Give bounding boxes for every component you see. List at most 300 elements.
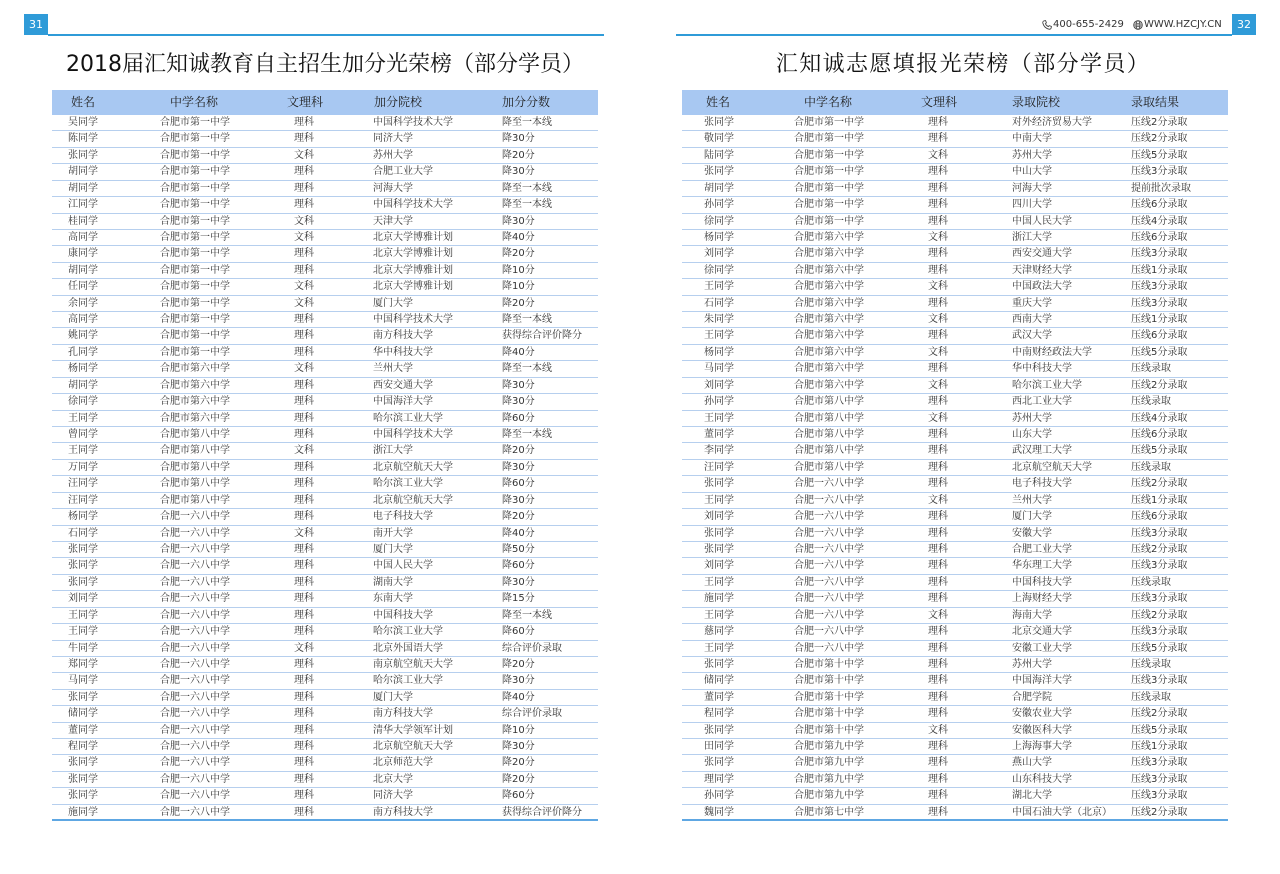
table-row [682, 526, 1228, 542]
university-cell: 浙江大学 [1012, 231, 1052, 243]
table-row [682, 197, 1228, 213]
university-cell: 中国人民大学 [1012, 215, 1072, 227]
admission-result-cell: 压线录取 [1131, 396, 1171, 408]
student-name-cell: 张同学 [68, 560, 98, 572]
track-cell: 理科 [928, 806, 948, 818]
admission-result-cell: 压线6分录取 [1131, 429, 1188, 441]
university-cell: 清华大学领军计划 [373, 724, 453, 736]
university-cell: 电子科技大学 [373, 511, 433, 523]
university-cell: 天津大学 [373, 215, 413, 227]
student-name-cell: 慈同学 [704, 626, 734, 638]
school-name-cell: 合肥市第八中学 [794, 461, 864, 473]
school-name-cell: 合肥市第九中学 [794, 773, 864, 785]
table-row [682, 755, 1228, 771]
table-row [682, 230, 1228, 246]
bonus-points-cell: 降至一本线 [502, 182, 552, 194]
student-name-cell: 张同学 [704, 658, 734, 670]
school-name-cell: 合肥一六八中学 [794, 560, 864, 572]
school-name-cell: 合肥市第一中学 [794, 182, 864, 194]
school-name-cell: 合肥市第一中学 [160, 117, 230, 128]
university-cell: 北京航空航天大学 [373, 494, 453, 506]
table-row [682, 279, 1228, 295]
school-name-cell: 合肥市第一中学 [160, 182, 230, 194]
table-row [682, 706, 1228, 722]
university-cell: 哈尔滨工业大学 [373, 478, 443, 490]
bonus-points-cell: 降60分 [502, 412, 535, 424]
track-cell: 理科 [928, 691, 948, 703]
table-row [52, 476, 598, 492]
track-cell: 理科 [294, 511, 314, 523]
track-cell: 理科 [294, 412, 314, 424]
bonus-points-cell: 降20分 [502, 757, 535, 769]
admission-result-cell: 压线4分录取 [1131, 215, 1188, 227]
bonus-points-cell: 降20分 [502, 658, 535, 670]
track-cell: 理科 [928, 429, 948, 441]
admission-result-cell: 压线3分录取 [1131, 297, 1188, 309]
university-cell: 对外经济贸易大学 [1012, 117, 1092, 128]
admission-result-cell: 提前批次录取 [1131, 182, 1191, 194]
bonus-points-cell: 降20分 [502, 297, 535, 309]
bonus-points-cell: 降40分 [502, 691, 535, 703]
school-name-cell: 合肥市第一中学 [160, 133, 230, 145]
admission-result-cell: 压线1分录取 [1131, 494, 1188, 506]
page-title-left: 2018届汇知诚教育自主招生加分光荣榜（部分学员） [66, 52, 584, 77]
student-name-cell: 张同学 [68, 543, 98, 555]
student-name-cell: 施同学 [68, 806, 98, 818]
university-cell: 厦门大学 [373, 297, 413, 309]
admission-result-cell: 压线5分录取 [1131, 724, 1188, 736]
track-cell: 理科 [928, 461, 948, 473]
track-cell: 理科 [294, 626, 314, 638]
track-cell: 理科 [294, 379, 314, 391]
table-row [682, 608, 1228, 624]
school-name-cell: 合肥市第七中学 [794, 806, 864, 818]
track-cell: 理科 [928, 576, 948, 588]
university-cell: 中国科学技术大学 [373, 314, 453, 326]
track-cell: 文科 [294, 445, 314, 457]
track-cell: 理科 [928, 543, 948, 555]
student-name-cell: 程同学 [68, 741, 98, 753]
school-name-cell: 合肥一六八中学 [794, 527, 864, 539]
student-name-cell: 江同学 [68, 199, 98, 211]
university-cell: 西安交通大学 [373, 379, 433, 391]
university-cell: 厦门大学 [1012, 511, 1052, 523]
student-name-cell: 孙同学 [704, 199, 734, 211]
track-cell: 文科 [928, 346, 948, 358]
table-row [52, 148, 598, 164]
school-name-cell: 合肥一六八中学 [160, 675, 230, 687]
bonus-points-cell: 降20分 [502, 511, 535, 523]
table-row [52, 378, 598, 394]
school-name-cell: 合肥市第八中学 [160, 494, 230, 506]
school-name-cell: 合肥市第六中学 [794, 231, 864, 243]
bonus-points-cell: 降30分 [502, 576, 535, 588]
track-cell: 文科 [294, 527, 314, 539]
track-cell: 文科 [928, 609, 948, 621]
school-name-cell: 合肥市第六中学 [160, 379, 230, 391]
student-name-cell: 王同学 [704, 412, 734, 424]
track-cell: 理科 [294, 790, 314, 802]
table-row [52, 411, 598, 427]
table-row [52, 427, 598, 443]
globe-icon [1133, 20, 1143, 30]
table-row [682, 673, 1228, 689]
school-name-cell: 合肥一六八中学 [794, 576, 864, 588]
table-row [682, 328, 1228, 344]
admission-result-cell: 压线1分录取 [1131, 741, 1188, 753]
track-cell: 理科 [928, 199, 948, 211]
school-name-cell: 合肥一六八中学 [160, 642, 230, 654]
university-cell: 北京大学博雅计划 [373, 281, 453, 293]
track-cell: 理科 [928, 215, 948, 227]
university-cell: 安徽工业大学 [1012, 642, 1072, 654]
table-row [52, 608, 598, 624]
table-row [682, 805, 1228, 821]
track-cell: 理科 [928, 675, 948, 687]
student-name-cell: 刘同学 [704, 511, 734, 523]
school-name-cell: 合肥市第九中学 [794, 757, 864, 769]
column-header-track: 文理科 [287, 95, 324, 109]
bonus-points-cell: 降40分 [502, 231, 535, 243]
admission-result-cell: 压线3分录取 [1131, 527, 1188, 539]
university-cell: 中国海洋大学 [373, 396, 433, 408]
track-cell: 文科 [928, 314, 948, 326]
student-name-cell: 张同学 [704, 757, 734, 769]
student-name-cell: 理同学 [704, 773, 734, 785]
column-header-name: 姓名 [71, 95, 96, 109]
track-cell: 理科 [928, 330, 948, 342]
track-cell: 理科 [928, 264, 948, 276]
student-name-cell: 李同学 [704, 445, 734, 457]
school-name-cell: 合肥一六八中学 [160, 806, 230, 818]
student-name-cell: 曾同学 [68, 429, 98, 441]
table-row [52, 788, 598, 804]
university-cell: 武汉理工大学 [1012, 445, 1072, 457]
table-row [682, 723, 1228, 739]
student-name-cell: 胡同学 [68, 264, 98, 276]
school-name-cell: 合肥一六八中学 [160, 790, 230, 802]
admission-result-cell: 压线2分录取 [1131, 609, 1188, 621]
column-header-school: 中学名称 [170, 95, 219, 109]
university-cell: 东南大学 [373, 593, 413, 605]
school-name-cell: 合肥市第一中学 [160, 330, 230, 342]
student-name-cell: 张同学 [68, 576, 98, 588]
table-row [52, 575, 598, 591]
track-cell: 理科 [928, 658, 948, 670]
bonus-points-cell: 降10分 [502, 281, 535, 293]
admission-result-cell: 压线3分录取 [1131, 281, 1188, 293]
track-cell: 理科 [294, 609, 314, 621]
table-row [682, 263, 1228, 279]
school-name-cell: 合肥市第八中学 [160, 429, 230, 441]
header-rule-left [48, 34, 604, 36]
school-name-cell: 合肥市第一中学 [160, 346, 230, 358]
school-name-cell: 合肥市第一中学 [160, 215, 230, 227]
student-name-cell: 陈同学 [68, 133, 98, 145]
table-row [52, 460, 598, 476]
university-cell: 北京航空航天大学 [373, 461, 453, 473]
school-name-cell: 合肥一六八中学 [160, 511, 230, 523]
student-name-cell: 朱同学 [704, 314, 734, 326]
student-name-cell: 刘同学 [704, 248, 734, 260]
column-header-track: 文理科 [921, 95, 958, 109]
school-name-cell: 合肥市第十中学 [794, 708, 864, 720]
university-cell: 哈尔滨工业大学 [373, 412, 443, 424]
track-cell: 理科 [294, 560, 314, 572]
table-row [682, 361, 1228, 377]
school-name-cell: 合肥一六八中学 [794, 593, 864, 605]
table-row [682, 131, 1228, 147]
website-url: WWW.HZCJY.CN [1144, 19, 1222, 30]
table-row [682, 378, 1228, 394]
university-cell: 苏州大学 [373, 149, 413, 161]
student-name-cell: 张同学 [68, 149, 98, 161]
table-row [682, 575, 1228, 591]
school-name-cell: 合肥市第六中学 [794, 346, 864, 358]
university-cell: 同济大学 [373, 133, 413, 145]
student-name-cell: 刘同学 [704, 560, 734, 572]
university-cell: 合肥工业大学 [1012, 543, 1072, 555]
bonus-points-cell: 降至一本线 [502, 429, 552, 441]
track-cell: 文科 [294, 215, 314, 227]
university-cell: 南方科技大学 [373, 708, 433, 720]
student-name-cell: 刘同学 [68, 593, 98, 605]
university-cell: 北京师范大学 [373, 757, 433, 769]
table-row [52, 673, 598, 689]
student-name-cell: 徐同学 [704, 215, 734, 227]
school-name-cell: 合肥市第一中学 [160, 149, 230, 161]
university-cell: 兰州大学 [373, 363, 413, 375]
phone-contact [1042, 18, 1126, 32]
school-name-cell: 合肥一六八中学 [160, 741, 230, 753]
university-cell: 西安交通大学 [1012, 248, 1072, 260]
university-cell: 南开大学 [373, 527, 413, 539]
school-name-cell: 合肥市第一中学 [794, 166, 864, 178]
bonus-points-cell: 降30分 [502, 379, 535, 391]
page-number-left: 31 [24, 14, 48, 35]
bonus-points-cell: 降20分 [502, 248, 535, 260]
table-row [52, 591, 598, 607]
university-cell: 中国科学技术大学 [373, 117, 453, 128]
bonus-points-cell: 降60分 [502, 790, 535, 802]
bonus-points-cell: 降至一本线 [502, 363, 552, 375]
university-cell: 中国科技大学 [373, 609, 433, 621]
table-row [52, 739, 598, 755]
university-cell: 苏州大学 [1012, 658, 1052, 670]
student-name-cell: 胡同学 [704, 182, 734, 194]
student-name-cell: 王同学 [68, 412, 98, 424]
track-cell: 理科 [294, 117, 314, 128]
track-cell: 理科 [928, 511, 948, 523]
school-name-cell: 合肥一六八中学 [794, 626, 864, 638]
admission-result-cell: 压线2分录取 [1131, 133, 1188, 145]
admission-result-cell: 压线4分录取 [1131, 412, 1188, 424]
school-name-cell: 合肥一六八中学 [794, 642, 864, 654]
track-cell: 文科 [928, 281, 948, 293]
table-row [682, 460, 1228, 476]
admission-result-cell: 压线3分录取 [1131, 593, 1188, 605]
school-name-cell: 合肥一六八中学 [160, 708, 230, 720]
student-name-cell: 张同学 [704, 166, 734, 178]
university-cell: 厦门大学 [373, 543, 413, 555]
bonus-points-cell: 降40分 [502, 527, 535, 539]
track-cell: 理科 [294, 182, 314, 194]
bonus-points-cell: 降20分 [502, 445, 535, 457]
track-cell: 理科 [294, 724, 314, 736]
admission-result-cell: 压线3分录取 [1131, 166, 1188, 178]
track-cell: 理科 [294, 199, 314, 211]
table-row [682, 657, 1228, 673]
student-name-cell: 田同学 [704, 741, 734, 753]
table-row [682, 148, 1228, 164]
school-name-cell: 合肥市第十中学 [794, 658, 864, 670]
student-name-cell: 汪同学 [68, 478, 98, 490]
bonus-points-cell: 降15分 [502, 593, 535, 605]
admission-result-cell: 压线录取 [1131, 691, 1171, 703]
university-cell: 厦门大学 [373, 691, 413, 703]
school-name-cell: 合肥市第一中学 [160, 281, 230, 293]
student-name-cell: 徐同学 [704, 264, 734, 276]
admission-result-cell: 压线录取 [1131, 658, 1171, 670]
student-name-cell: 胡同学 [68, 182, 98, 194]
student-name-cell: 万同学 [68, 461, 98, 473]
student-name-cell: 王同学 [704, 494, 734, 506]
school-name-cell: 合肥市第八中学 [160, 445, 230, 457]
track-cell: 理科 [928, 396, 948, 408]
track-cell: 理科 [928, 527, 948, 539]
student-name-cell: 余同学 [68, 297, 98, 309]
track-cell: 文科 [294, 363, 314, 375]
university-cell: 苏州大学 [1012, 149, 1052, 161]
track-cell: 理科 [294, 396, 314, 408]
website-contact [1133, 18, 1229, 32]
school-name-cell: 合肥一六八中学 [160, 560, 230, 572]
university-cell: 湖北大学 [1012, 790, 1052, 802]
student-name-cell: 敬同学 [704, 133, 734, 145]
university-cell: 上海海事大学 [1012, 741, 1072, 753]
column-header-school: 中学名称 [804, 95, 853, 109]
track-cell: 理科 [294, 133, 314, 145]
school-name-cell: 合肥一六八中学 [160, 757, 230, 769]
column-header-bonus: 加分分数 [502, 95, 551, 109]
admission-result-cell: 压线3分录取 [1131, 757, 1188, 769]
track-cell: 文科 [928, 231, 948, 243]
school-name-cell: 合肥市第一中学 [794, 149, 864, 161]
admission-result-cell: 压线6分录取 [1131, 511, 1188, 523]
track-cell: 理科 [928, 593, 948, 605]
track-cell: 理科 [294, 543, 314, 555]
table-row [52, 755, 598, 771]
university-cell: 哈尔滨工业大学 [373, 626, 443, 638]
page-title-right: 汇知诚志愿填报光荣榜（部分学员） [775, 52, 1151, 77]
university-cell: 重庆大学 [1012, 297, 1052, 309]
student-name-cell: 姚同学 [68, 330, 98, 342]
track-cell: 理科 [928, 708, 948, 720]
school-name-cell: 合肥市第九中学 [794, 790, 864, 802]
admission-result-cell: 压线录取 [1131, 576, 1171, 588]
table-row [682, 476, 1228, 492]
student-name-cell: 王同学 [68, 609, 98, 621]
phone-icon [1042, 20, 1052, 30]
school-name-cell: 合肥一六八中学 [160, 543, 230, 555]
table-row [682, 558, 1228, 574]
column-header-name: 姓名 [706, 95, 731, 109]
student-name-cell: 张同学 [68, 757, 98, 769]
bonus-points-cell: 降30分 [502, 675, 535, 687]
university-cell: 西北工业大学 [1012, 396, 1072, 408]
student-name-cell: 杨同学 [68, 363, 98, 375]
track-cell: 理科 [294, 346, 314, 358]
table-row [682, 312, 1228, 328]
student-name-cell: 桂同学 [68, 215, 98, 227]
table-row [682, 296, 1228, 312]
table-row [682, 246, 1228, 262]
university-cell: 中国科学技术大学 [373, 199, 453, 211]
table-row [52, 181, 598, 197]
student-name-cell: 郑同学 [68, 658, 98, 670]
table-header-row [52, 90, 598, 115]
bonus-points-cell: 降50分 [502, 543, 535, 555]
school-name-cell: 合肥一六八中学 [160, 724, 230, 736]
bonus-points-cell: 降20分 [502, 149, 535, 161]
university-cell: 北京大学博雅计划 [373, 248, 453, 260]
school-name-cell: 合肥市第八中学 [794, 412, 864, 424]
table-row [52, 690, 598, 706]
admission-result-cell: 压线5分录取 [1131, 149, 1188, 161]
university-cell: 合肥学院 [1012, 691, 1052, 703]
track-cell: 理科 [928, 248, 948, 260]
school-name-cell: 合肥市第六中学 [794, 314, 864, 326]
student-name-cell: 王同学 [68, 626, 98, 638]
bonus-points-cell: 降30分 [502, 215, 535, 227]
track-cell: 理科 [294, 691, 314, 703]
bonus-points-cell: 降30分 [502, 396, 535, 408]
table-row [682, 690, 1228, 706]
school-name-cell: 合肥市第十中学 [794, 691, 864, 703]
track-cell: 理科 [928, 642, 948, 654]
admission-result-cell: 压线5分录取 [1131, 445, 1188, 457]
table-row [52, 197, 598, 213]
table-row [682, 214, 1228, 230]
track-cell: 理科 [294, 593, 314, 605]
track-cell: 文科 [294, 297, 314, 309]
university-cell: 北京大学博雅计划 [373, 264, 453, 276]
university-cell: 中山大学 [1012, 166, 1052, 178]
bonus-points-cell: 降30分 [502, 461, 535, 473]
university-cell: 电子科技大学 [1012, 478, 1072, 490]
header-rule-right [676, 34, 1232, 36]
bonus-points-cell: 降至一本线 [502, 117, 552, 128]
school-name-cell: 合肥市第八中学 [794, 429, 864, 441]
admission-result-cell: 压线2分录取 [1131, 543, 1188, 555]
school-name-cell: 合肥一六八中学 [160, 527, 230, 539]
bonus-points-cell: 降20分 [502, 773, 535, 785]
student-name-cell: 高同学 [68, 231, 98, 243]
university-cell: 华中科技大学 [1012, 363, 1072, 375]
admission-result-cell: 压线2分录取 [1131, 117, 1188, 128]
table-row [52, 296, 598, 312]
table-row [52, 361, 598, 377]
table-row [52, 657, 598, 673]
table-row [52, 312, 598, 328]
table-row [52, 443, 598, 459]
bonus-points-cell: 降60分 [502, 560, 535, 572]
admission-result-cell: 压线3分录取 [1131, 773, 1188, 785]
track-cell: 理科 [928, 478, 948, 490]
table-body [52, 115, 598, 821]
university-cell: 河海大学 [373, 182, 413, 194]
school-name-cell: 合肥一六八中学 [160, 691, 230, 703]
